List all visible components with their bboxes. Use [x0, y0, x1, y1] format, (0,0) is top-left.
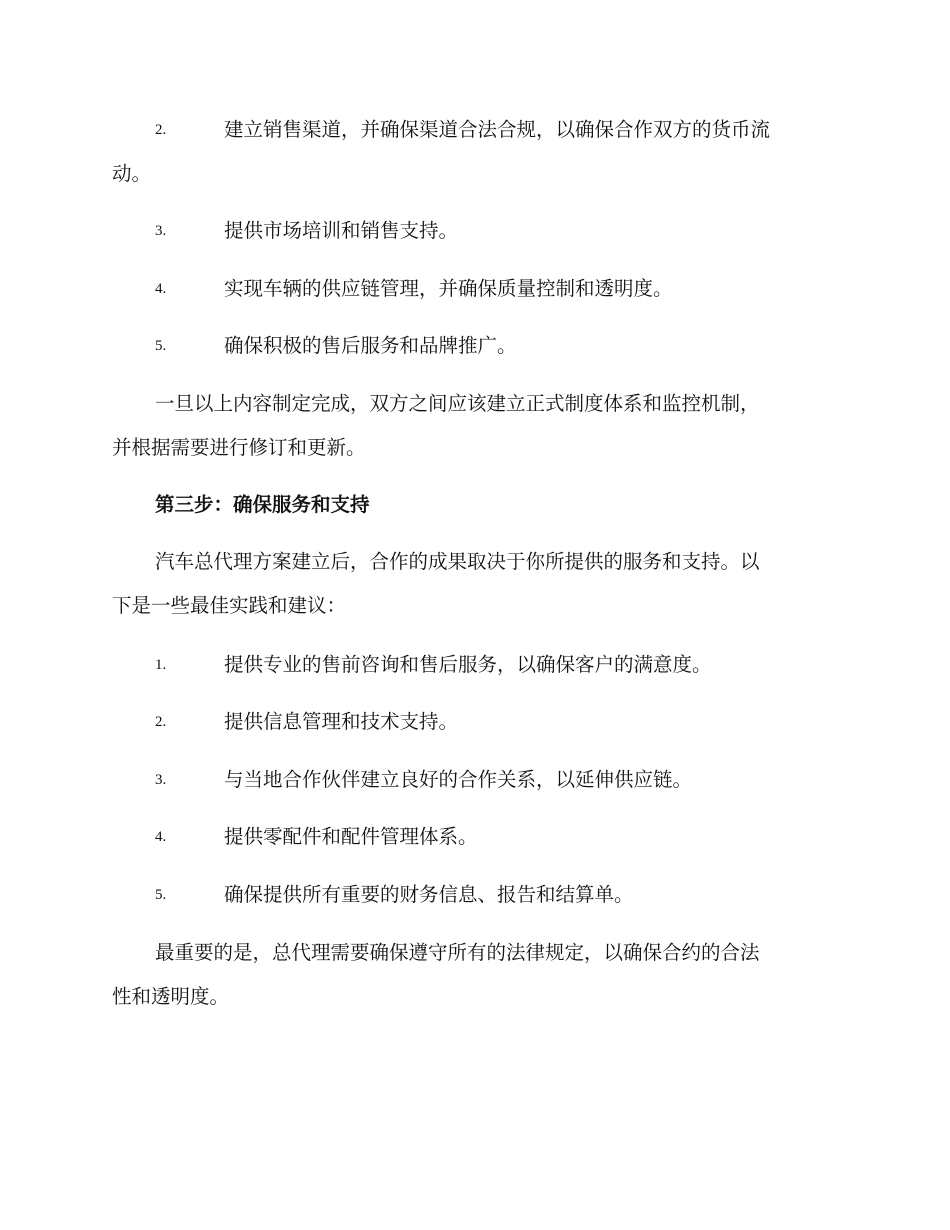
- list-text: 提供信息管理和技术支持。: [224, 710, 459, 733]
- list-text: 实现车辆的供应链管理，并确保质量控制和透明度。: [224, 277, 673, 300]
- list-item: [0, 651, 950, 679]
- list-item: [0, 766, 950, 794]
- list-item: [0, 332, 950, 360]
- list-text: 提供市场培训和销售支持。: [224, 219, 459, 242]
- list-item: [0, 116, 950, 144]
- list-item: [0, 275, 950, 303]
- paragraph-line: 汽车总代理方案建立后，合作的成果取决于你所提供的服务和支持。以: [155, 550, 760, 573]
- list-item: [0, 881, 950, 909]
- list-text: 确保积极的售后服务和品牌推广。: [224, 334, 517, 357]
- list-text: 提供专业的售前咨询和售后服务，以确保客户的满意度。: [224, 653, 712, 676]
- list-number: 4.: [155, 829, 167, 845]
- list-text: 与当地合作伙伴建立良好的合作关系，以延伸供应链。: [224, 768, 693, 791]
- list-text: 确保提供所有重要的财务信息、报告和结算单。: [224, 883, 634, 906]
- list-number: 3.: [155, 223, 167, 239]
- paragraph-line: 并根据需要进行修订和更新。: [112, 436, 366, 459]
- list-item: [0, 823, 950, 851]
- list-item: [0, 708, 950, 736]
- list-text: 提供零配件和配件管理体系。: [224, 825, 478, 848]
- list-number: 3.: [155, 772, 167, 788]
- paragraph-line: 最重要的是，总代理需要确保遵守所有的法律规定，以确保合约的合法: [155, 941, 760, 964]
- list-number: 2.: [155, 714, 167, 730]
- paragraph-line: 性和透明度。: [112, 985, 230, 1008]
- list-number: 4.: [155, 281, 167, 297]
- paragraph-line: 下是一些最佳实践和建议：: [112, 594, 347, 617]
- list-number: 2.: [155, 122, 167, 138]
- list-number: 5.: [155, 338, 167, 354]
- list-item: [0, 217, 950, 245]
- section-heading: 第三步：确保服务和支持: [155, 493, 370, 516]
- paragraph-line: 一旦以上内容制定完成，双方之间应该建立正式制度体系和监控机制，: [155, 392, 760, 415]
- list-number: 1.: [155, 657, 167, 673]
- list-text-continuation: 动。: [112, 162, 152, 185]
- list-text: 建立销售渠道，并确保渠道合法合规，以确保合作双方的货币流: [224, 118, 771, 141]
- list-number: 5.: [155, 887, 167, 903]
